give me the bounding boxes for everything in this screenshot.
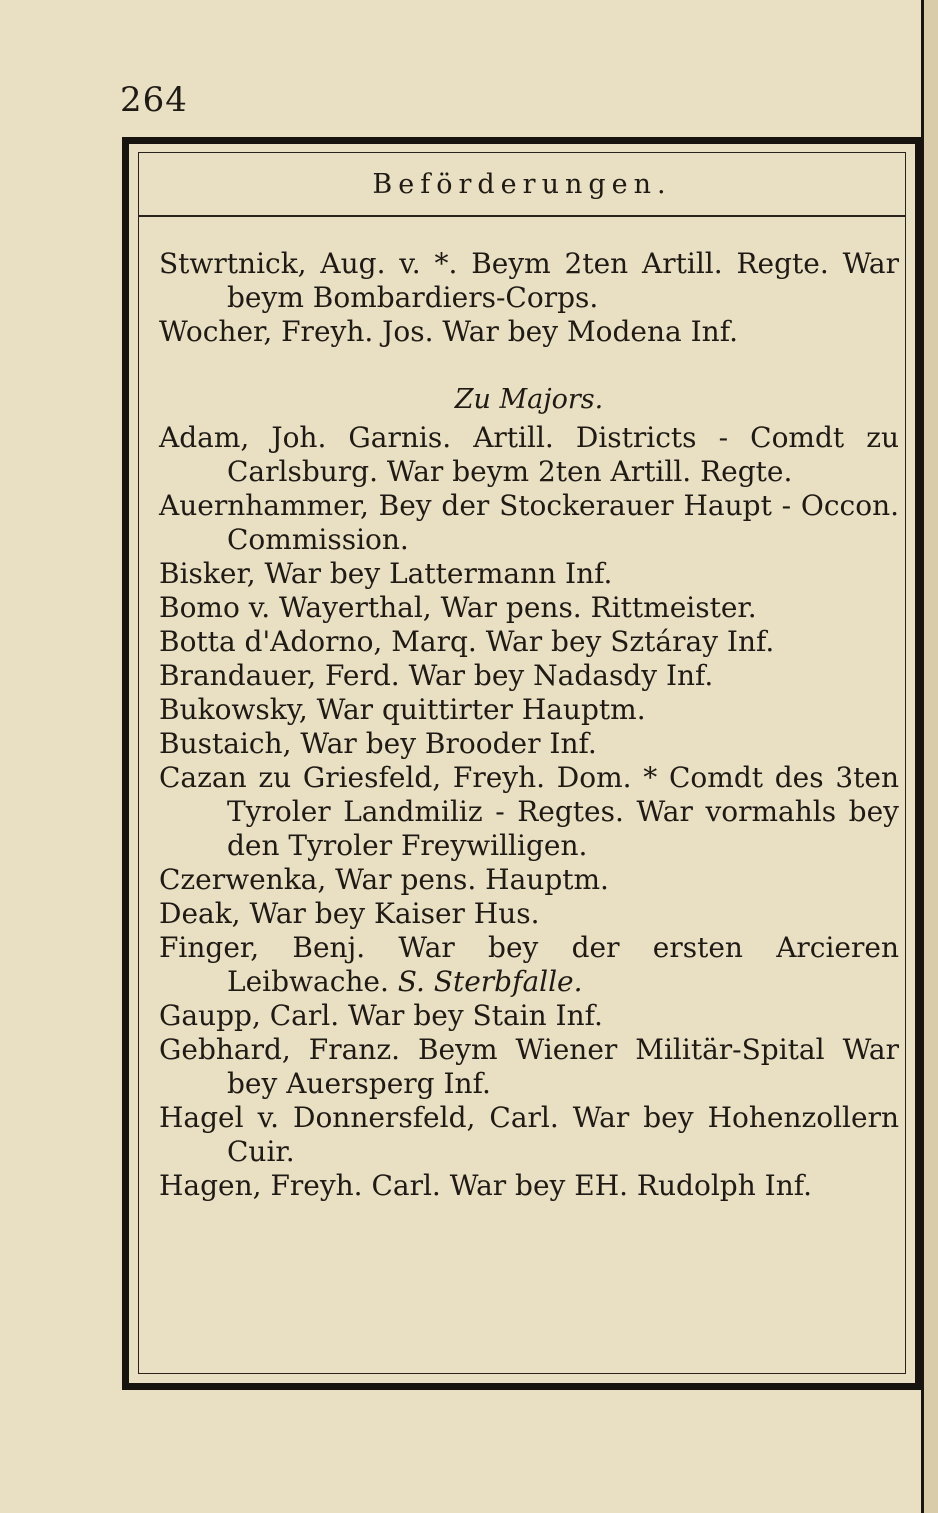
entries-content	[139, 217, 905, 1203]
entry-reference: S. Sterbfalle.	[397, 965, 583, 998]
list-item	[159, 931, 899, 999]
entry-text: Gebhard, Franz. Beym Wiener Militär-Spital War bey Auersperg Inf.	[159, 1033, 899, 1100]
entry-text: Adam, Joh. Garnis. Artill. Districts - Comdt zu Carlsburg. War beym 2ten Artill. Regte.	[159, 421, 899, 488]
list-item	[159, 727, 899, 761]
list-item	[159, 1169, 899, 1203]
entry-text: Cazan zu Griesfeld, Freyh. Dom. * Comdt des 3ten Tyroler Landmiliz - Regtes. War vormahls bey den Tyroler Freywilligen.	[159, 761, 899, 862]
entry-text: Brandauer, Ferd. War bey Nadasdy Inf.	[159, 659, 714, 692]
inner-frame	[138, 152, 906, 1374]
entry-text: Deak, War bey Kaiser Hus.	[159, 897, 540, 930]
list-item	[159, 693, 899, 727]
list-item	[159, 1101, 899, 1169]
entry-text: Hagen, Freyh. Carl. War bey EH. Rudolph Inf.	[159, 1169, 812, 1202]
entry-text: Bustaich, War bey Brooder Inf.	[159, 727, 597, 760]
entry-text: Bisker, War bey Lattermann Inf.	[159, 557, 613, 590]
list-item	[159, 625, 899, 659]
list-item	[159, 1033, 899, 1101]
list-item	[159, 247, 899, 315]
page-gutter	[921, 0, 938, 1513]
entry-text: Hagel v. Donnersfeld, Carl. War bey Hohenzollern Cuir.	[159, 1101, 899, 1168]
list-item	[159, 659, 899, 693]
entry-text: Stwrtnick, Aug. v. *. Beym 2ten Artill. Regte. War beym Bombardiers-Corps.	[159, 247, 899, 314]
entry-text: Botta d'Adorno, Marq. War bey Sztáray Inf.	[159, 625, 775, 658]
section-header: Beförderungen.	[139, 153, 905, 217]
entries-top-list	[159, 247, 899, 349]
list-item	[159, 999, 899, 1033]
entry-text: Finger, Benj. War bey der ersten Arcieren Leibwache.	[159, 931, 899, 998]
list-item	[159, 863, 899, 897]
entry-text: Bomo v. Wayerthal, War pens. Rittmeister.	[159, 591, 757, 624]
list-item	[159, 421, 899, 489]
list-item	[159, 557, 899, 591]
page-number: 264	[120, 80, 188, 120]
list-item	[159, 489, 899, 557]
list-item	[159, 591, 899, 625]
entry-text: Wocher, Freyh. Jos. War bey Modena Inf.	[159, 315, 738, 348]
list-item	[159, 315, 899, 349]
entries-majors-list	[159, 421, 899, 1203]
section-title-majors: Zu Majors.	[454, 384, 604, 415]
entry-text: Gaupp, Carl. War bey Stain Inf.	[159, 999, 603, 1032]
list-item	[159, 897, 899, 931]
list-item	[159, 761, 899, 863]
entry-text: Bukowsky, War quittirter Hauptm.	[159, 693, 646, 726]
entry-text: Auernhammer, Bey der Stockerauer Haupt - Occon. Commission.	[159, 489, 899, 556]
page-frame	[122, 137, 922, 1390]
entry-text: Czerwenka, War pens. Hauptm.	[159, 863, 609, 896]
